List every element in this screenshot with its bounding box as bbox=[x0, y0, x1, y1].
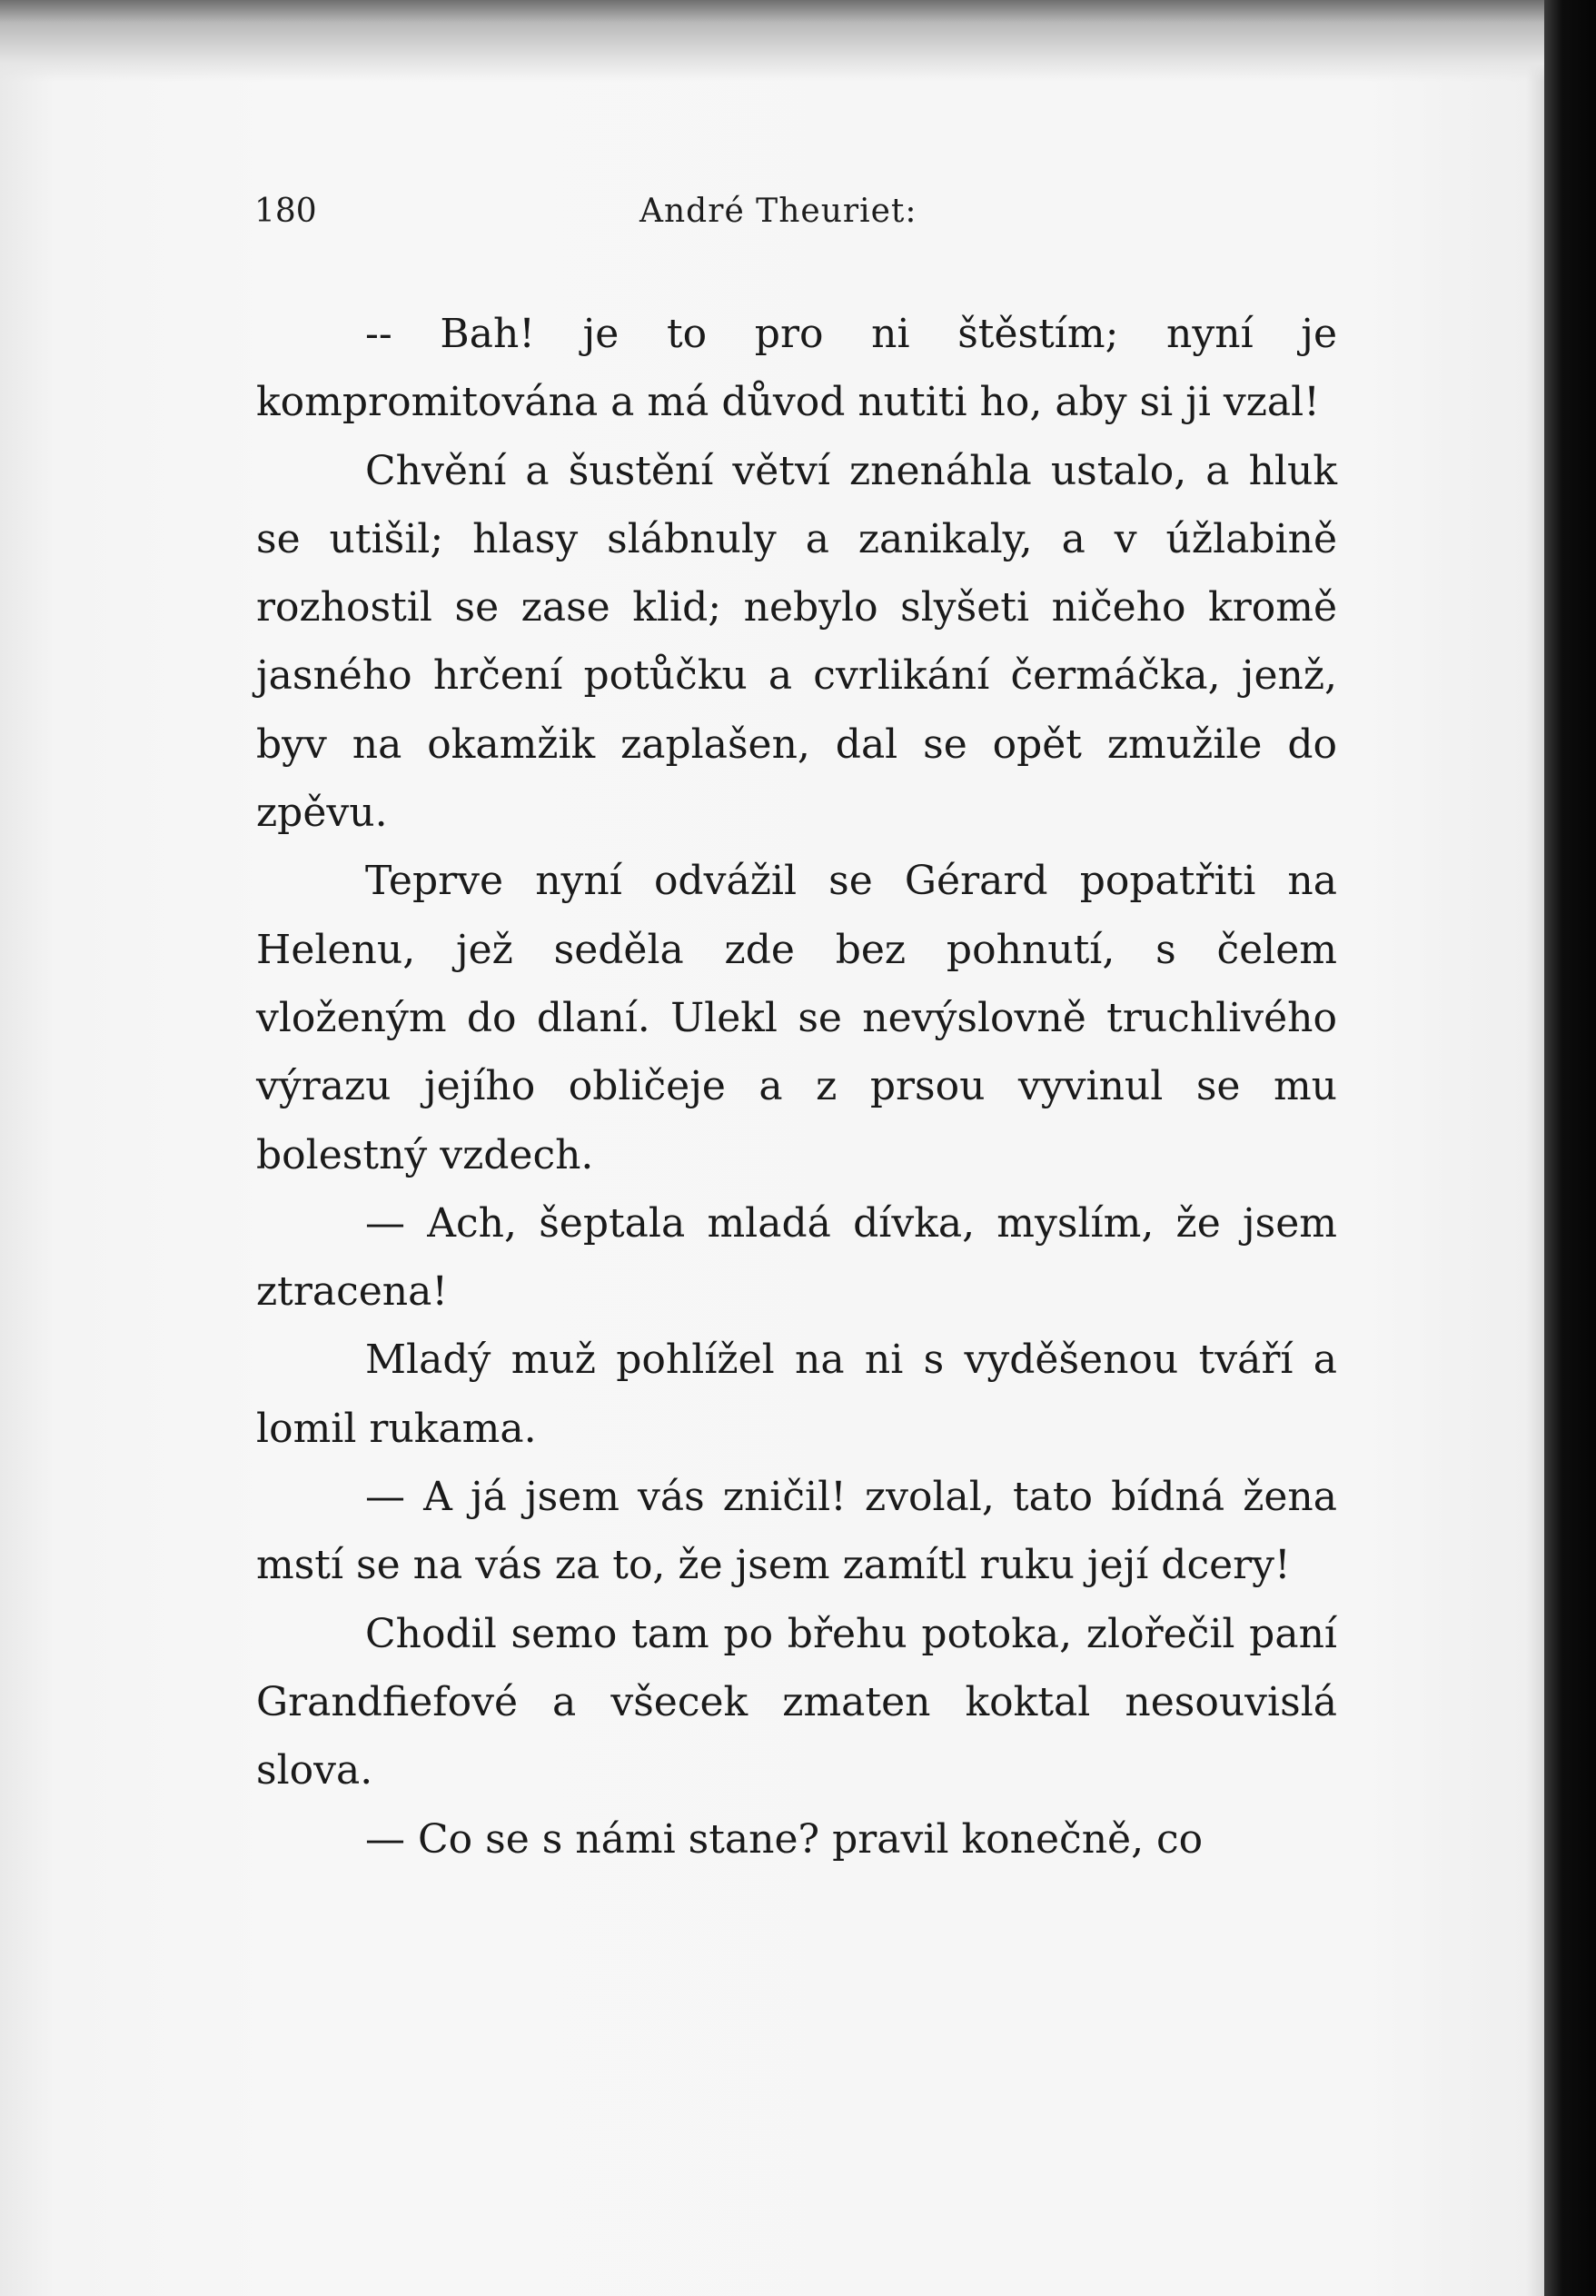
page-header bbox=[254, 193, 1344, 238]
body-text bbox=[256, 300, 1337, 1874]
paragraph: -- Bah! je to pro ni štěstím; nyní je kompromitována a má důvod nutiti ho, aby si ji vzal! bbox=[256, 311, 1337, 426]
paragraph: Chodil semo tam po břehu potoka, zlořečil paní Grandfiefové a všecek zmaten koktal nesouvislá slova. bbox=[256, 1610, 1337, 1794]
paragraph: — Co se s námi stane? pravil konečně, co bbox=[365, 1815, 1204, 1863]
paragraph: Teprve nyní odvážil se Gérard popatřiti na Helenu, jež seděla zde bez pohnutí, s čelem vloženým do dlaní. Ulekl se nevýslovně truchlivého výrazu jejího obličeje a z prsou vyvinul se mu bolestný vzdech. bbox=[256, 858, 1337, 1178]
paragraph: Mladý muž pohlížel na ni s vyděšenou tváří a lomil rukama. bbox=[256, 1337, 1337, 1452]
paragraph: — Ach, šeptala mladá dívka, myslím, že jsem ztracena! bbox=[256, 1199, 1337, 1316]
paragraph: — A já jsem vás zničil! zvolal, tato bídná žena mstí se na vás za to, že jsem zamítl ruku její dcery! bbox=[256, 1474, 1337, 1589]
book-gutter bbox=[1544, 0, 1596, 2296]
paragraph: Chvění a šustění větví znenáhla ustalo, a hluk se utišil; hlasy slábnuly a zanikaly, a v úžlabině rozhostil se zase klid; nebylo slyšeti ničeho kromě jasného hrčení potůčku a cvrlikání čermáčka, jenž, byv na okamžik zaplašen, dal se opět zmužile do zpěvu. bbox=[256, 447, 1337, 837]
page-number: 180 bbox=[254, 193, 317, 230]
running-head: André Theuriet: bbox=[639, 193, 917, 230]
